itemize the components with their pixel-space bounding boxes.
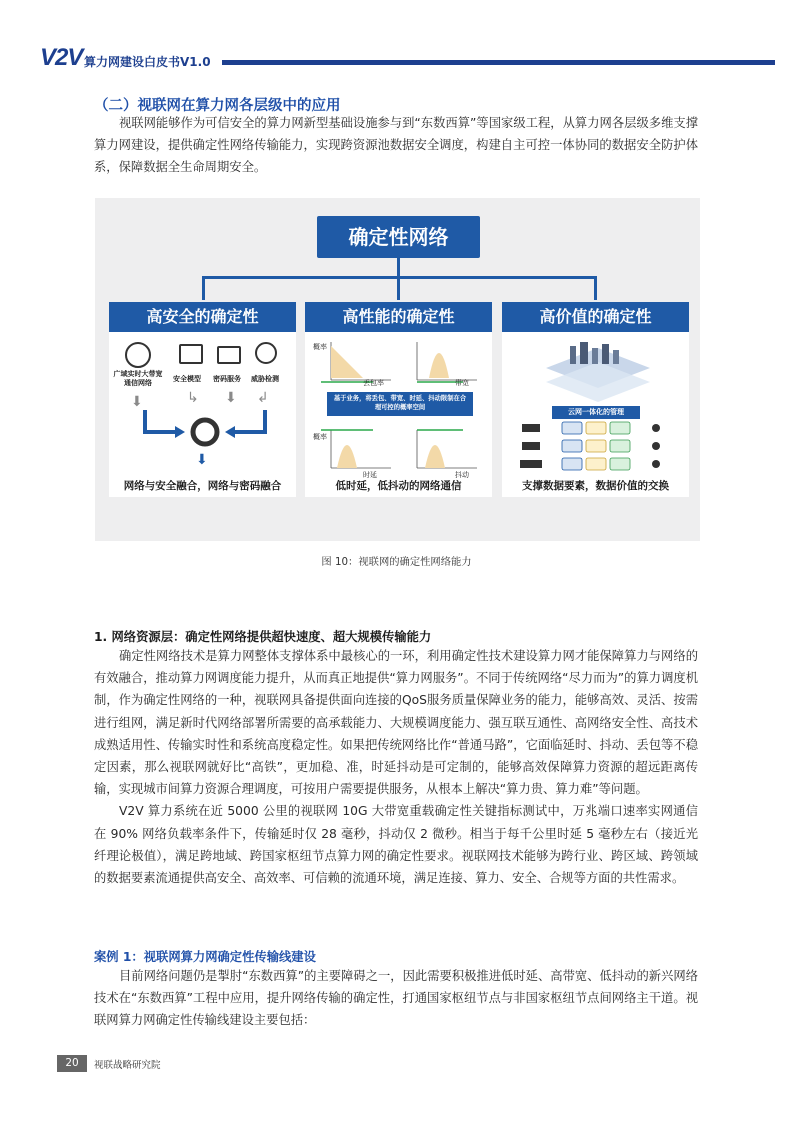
column-footer: 支撑数据要素，数据价值的交换 xyxy=(522,480,669,492)
subsection-heading: 1. 网络资源层：确定性网络提供超快速度、超大规模传输能力 xyxy=(94,630,432,644)
v2v-logo: V2V xyxy=(40,44,83,71)
password-icon xyxy=(217,346,241,364)
column-heading: 高安全的确定性 xyxy=(109,302,296,332)
case-paragraph-1: 目前网络问题仍是掣肘“东数西算”的主要障碍之一，因此需要积极推进低时延、高带宽、低抖动的新兴网络技术在“东数西算”工程中应用，提升网络传输的确定性，打通国家枢纽节点与非国家枢纽节点间网络主干道。视联网算力网确定性传输线建设主要包括： xyxy=(94,969,698,1028)
figure-caption: 图 10：视联网的确定性网络能力 xyxy=(321,556,472,568)
subsection-body xyxy=(94,645,698,889)
magnifier-icon xyxy=(255,342,277,364)
label-probability: 概率 xyxy=(313,343,327,351)
label-threat-detection: 威胁检测 xyxy=(251,375,279,383)
connector-vertical xyxy=(397,258,400,278)
subsection-paragraph-2: V2V 算力系统在近 5000 公里的视联网 10G 大带宽重载确定性关键指标测试中，万兆端口速率实网通信在 90% 网络负载率条件下，传输延时仅 28 毫秒，抖动仅 2 微秒。相当于每千公里时延 5 毫秒左右（接近光纤理论极值），满足跨地域、跨国家枢纽节点算力网的确定性要求。视联网技术能够为跨行业、跨区域、跨领域的数据要素流通提供高安全、高效率、可信赖的流通环境，满足连接、算力、安全、合规等方面的共性需求。 xyxy=(94,804,698,886)
header-rule xyxy=(222,60,775,65)
network-globe-icon xyxy=(125,342,151,368)
case-body xyxy=(94,965,698,1032)
column-heading: 高价值的确定性 xyxy=(502,302,689,332)
footer-organization: 视联战略研究院 xyxy=(94,1060,161,1071)
column-footer: 低时延，低抖动的网络通信 xyxy=(335,480,462,492)
section-intro xyxy=(94,112,698,179)
connector-middle xyxy=(397,276,400,300)
label-jitter: 抖动 xyxy=(455,471,469,479)
connector-right xyxy=(594,276,597,300)
arrow-down-icon-2: ⬇ xyxy=(225,390,237,406)
case-heading: 案例 1：视联网算力网确定性传输线建设 xyxy=(94,950,316,964)
column-high-value xyxy=(502,302,689,497)
column-high-security xyxy=(109,302,296,497)
figure-deterministic-network xyxy=(95,198,700,541)
column-footer: 网络与安全融合，网络与密码融合 xyxy=(123,480,282,492)
note-box: 基于业务，将丢包、带宽、时延、抖动限制在合理可控的概率空间 xyxy=(327,392,473,416)
connector-left xyxy=(202,276,205,300)
figure-title: 确定性网络 xyxy=(317,216,480,258)
subsection-paragraph-1: 确定性网络技术是算力网整体支撑体系中最核心的一环，利用确定性技术建设算力网才能保障算力与网络的有效融合，推动算力网调度能力提升，从而真正地提供“算力网服务”。不同于传统网络“尽力而为”的算力调度机制，作为确定性网络的一种，视联网具备提供面向连接的QoS服务质量保障业务的能力，能够高效、灵活、按需进行组网，满足新时代网络部署所需要的高承载能力、大规模调度能力、强互联互通性、高网络安全性、高技术成熟适用性、传输实时性和系统高度稳定性。如果把传统网络比作“普通马路”，它面临延时、抖动、丢包等不稳定因素，那么视联网就好比“高铁”，更加稳、准，时延抖动是可定制的，能够高效保障算力资源的超远距离传输，实现城市间算力资源合理调度，可按用户需要提供服务，从根本上解决“算力贵、算力难”等问题。 xyxy=(94,649,698,797)
cloud-network-grid xyxy=(516,420,676,474)
section-heading: （二）视联网在算力网各层级中的应用 xyxy=(94,98,341,114)
document-title: 算力网建设白皮书V1.0 xyxy=(84,55,211,69)
city-layers-illustration xyxy=(536,338,660,406)
page-number: 20 xyxy=(57,1055,87,1072)
fusion-arrows-icon xyxy=(137,410,277,450)
arrow-bend-right-icon: ↳ xyxy=(187,390,199,406)
label-wan: 广域实时大带宽通信网络 xyxy=(113,370,163,387)
column-heading: 高性能的确定性 xyxy=(305,302,492,332)
column-high-performance xyxy=(305,302,492,497)
label-probability-2: 概率 xyxy=(313,433,327,441)
intro-paragraph: 视联网能够作为可信安全的算力网新型基础设施参与到“东数西算”等国家级工程，从算力网各层级多维支撑算力网建设，提供确定性网络传输能力，实现跨资源池数据安全调度，构建自主可控一体协同的数据安全防护体系，保障数据全生命周期安全。 xyxy=(94,116,698,175)
arrow-bend-left-icon: ↲ xyxy=(257,390,269,406)
monitor-icon xyxy=(179,344,203,364)
label-latency: 时延 xyxy=(363,471,377,479)
page-header xyxy=(40,44,740,72)
label-security-model: 安全模型 xyxy=(173,375,201,383)
arrow-down-blue-icon: ⬇ xyxy=(196,452,208,468)
arrow-down-icon: ⬇ xyxy=(131,394,143,410)
cloud-network-box: 云网一体化的管理 xyxy=(552,406,640,419)
label-packet-loss: 丢包率 xyxy=(363,379,384,387)
label-crypto-service: 密码服务 xyxy=(213,375,241,383)
label-bandwidth: 带宽 xyxy=(455,379,469,387)
